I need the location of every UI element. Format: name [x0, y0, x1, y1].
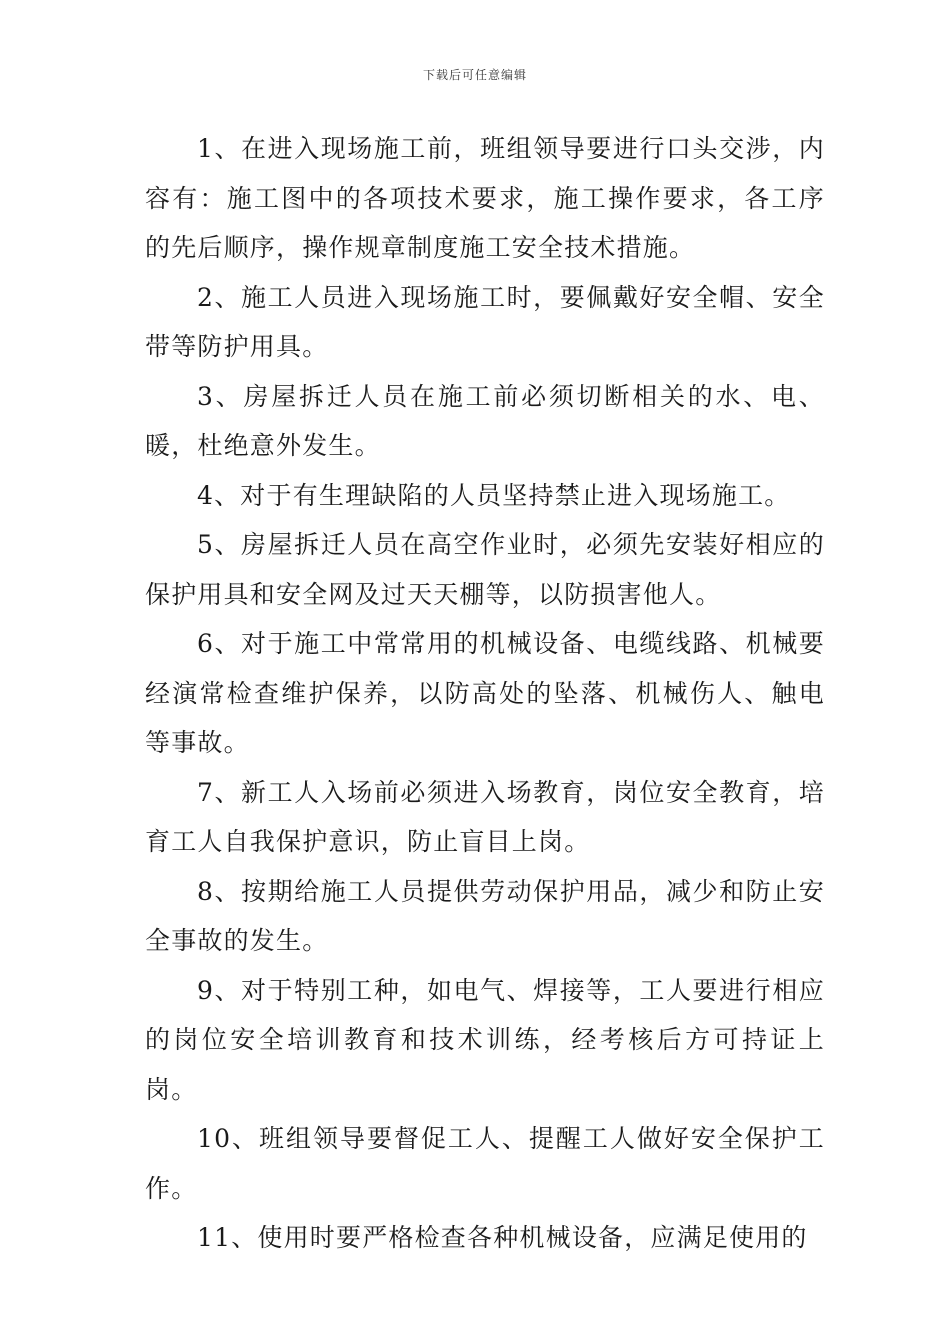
paragraph-9: 9、对于特别工种，如电气、焊接等，工人要进行相应的岗位安全培训教育和技术训练，经考核后方可持证上岗。 [145, 975, 825, 1104]
paragraph-2: 2、施工人员进入现场施工时，要佩戴好安全帽、安全带等防护用具。 [145, 282, 825, 361]
paragraph-4: 4、对于有生理缺陷的人员坚持禁止进入现场施工。 [197, 480, 791, 510]
header-note: 下载后可任意编辑 [422, 68, 527, 82]
paragraph-3: 3、房屋拆迁人员在施工前必须切断相关的水、电、暖，杜绝意外发生。 [145, 381, 825, 460]
paragraph-6: 6、对于施工中常常用的机械设备、电缆线路、机械要经演常检查维护保养，以防高处的坠落、机械伤人、触电等事故。 [145, 629, 825, 757]
paragraph-7: 7、新工人入场前必须进入场教育，岗位安全教育，培育工人自我保护意识，防止盲目上岗。 [145, 777, 825, 856]
paragraph-5: 5、房屋拆迁人员在高空作业时，必须先安装好相应的保护用具和安全网及过天天棚等，以防损害他人。 [145, 530, 825, 609]
paragraph-8: 8、按期给施工人员提供劳动保护用品，减少和防止安全事故的发生。 [145, 876, 825, 955]
document-body [145, 124, 825, 1263]
paragraph-10: 10、班组领导要督促工人、提醒工人做好安全保护工作。 [145, 1124, 825, 1203]
paragraph-11: 11、使用时要严格检查各种机械设备，应满足使用的 [197, 1223, 808, 1252]
paragraph-1: 1、在进入现场施工前，班组领导要进行口头交涉，内容有：施工图中的各项技术要求，施工操作要求，各工序的先后顺序，操作规章制度施工安全技术措施。 [145, 134, 825, 262]
